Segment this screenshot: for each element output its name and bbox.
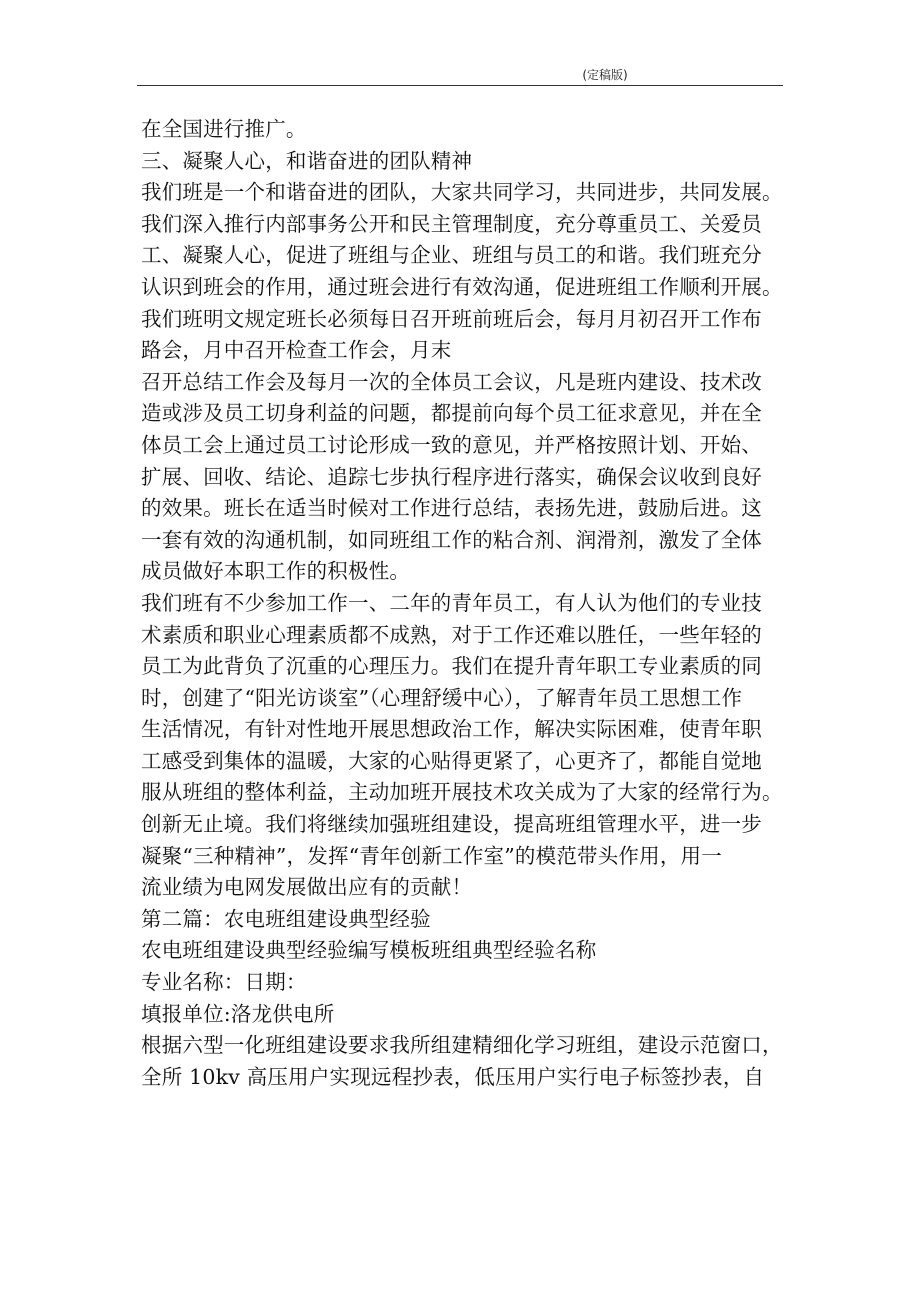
text-line: 术素质和职业心理素质都不成熟，对于工作还难以胜任，一些年轻的 [141, 622, 762, 647]
text-line: 认识到班会的作用，通过班会进行有效沟通，促进班组工作顺利开展。 [141, 274, 783, 299]
text-line: 流业绩为电网发展做出应有的贡献！ [141, 875, 473, 900]
text-line: 填报单位:洛龙供电所 [141, 1001, 335, 1026]
header-rule [137, 85, 783, 86]
text-line: 一套有效的沟通机制，如同班组工作的粘合剂、润滑剂，激发了全体 [141, 527, 762, 552]
text-line: 扩展、回收、结论、追踪七步执行程序进行落实，确保会议收到良好 [141, 464, 762, 489]
text-line: 工感受到集体的温暖，大家的心贴得更紧了，心更齐了，都能自觉地 [141, 748, 762, 773]
text-line: 造或涉及员工切身利益的问题，都提前向每个员工征求意见，并在全 [141, 401, 762, 426]
document-body [141, 114, 791, 1093]
text-line: 工、凝聚人心，促进了班组与企业、班组与员工的和谐。我们班充分 [141, 243, 762, 268]
text-line: 的效果。班长在适当时候对工作进行总结，表扬先进，鼓励后进。这 [141, 496, 762, 521]
text-line: 体员工会上通过员工讨论形成一致的意见，并严格按照计划、开始、 [141, 432, 762, 457]
text-line: 专业名称：日期： [141, 970, 307, 995]
text-line: 我们班明文规定班长必须每日召开班前班后会，每月月初召开工作布 [141, 306, 762, 331]
text-line: 凝聚“三种精神”，发挥“青年创新工作室”的模范带头作用，用一 [141, 843, 722, 868]
text-line: 农电班组建设典型经验编写模板班组典型经验名称 [141, 938, 597, 963]
text-line: 时，创建了“阳光访谈室”（心理舒缓中心），了解青年员工思想工作 [141, 685, 743, 710]
text-line: 我们深入推行内部事务公开和民主管理制度，充分尊重员工、关爱员 [141, 211, 762, 236]
text-line: 服从班组的整体利益，主动加班开展技术攻关成为了大家的经常行为。 [141, 780, 783, 805]
text-line: 召开总结工作会及每月一次的全体员工会议，凡是班内建设、技术改 [141, 369, 762, 394]
text-line: 创新无止境。我们将继续加强班组建设，提高班组管理水平，进一步 [141, 812, 762, 837]
section-heading: 三、凝聚人心，和谐奋进的团队精神 [141, 148, 473, 173]
text-line: 成员做好本职工作的积极性。 [141, 559, 411, 584]
text-line: 全所 10kv 高压用户实现远程抄表，低压用户实行电子标签抄表，自 [141, 1064, 765, 1089]
text-line: 根据六型一化班组建设要求我所组建精细化学习班组，建设示范窗口， [141, 1033, 783, 1058]
text-line: 生活情况，有针对性地开展思想政治工作，解决实际困难，使青年职 [141, 717, 762, 742]
page-header-label: (定稿版) [582, 68, 628, 82]
text-line: 我们班有不少参加工作一、二年的青年员工，有人认为他们的专业技 [141, 590, 762, 615]
section-heading: 第二篇：农电班组建设典型经验 [141, 906, 431, 931]
text-line: 员工为此背负了沉重的心理压力。我们在提升青年职工专业素质的同 [141, 654, 762, 679]
text-line: 在全国进行推广。 [141, 117, 307, 141]
text-line: 我们班是一个和谐奋进的团队，大家共同学习，共同进步，共同发展。 [141, 180, 783, 205]
text-line: 路会，月中召开检查工作会，月末 [141, 338, 452, 363]
